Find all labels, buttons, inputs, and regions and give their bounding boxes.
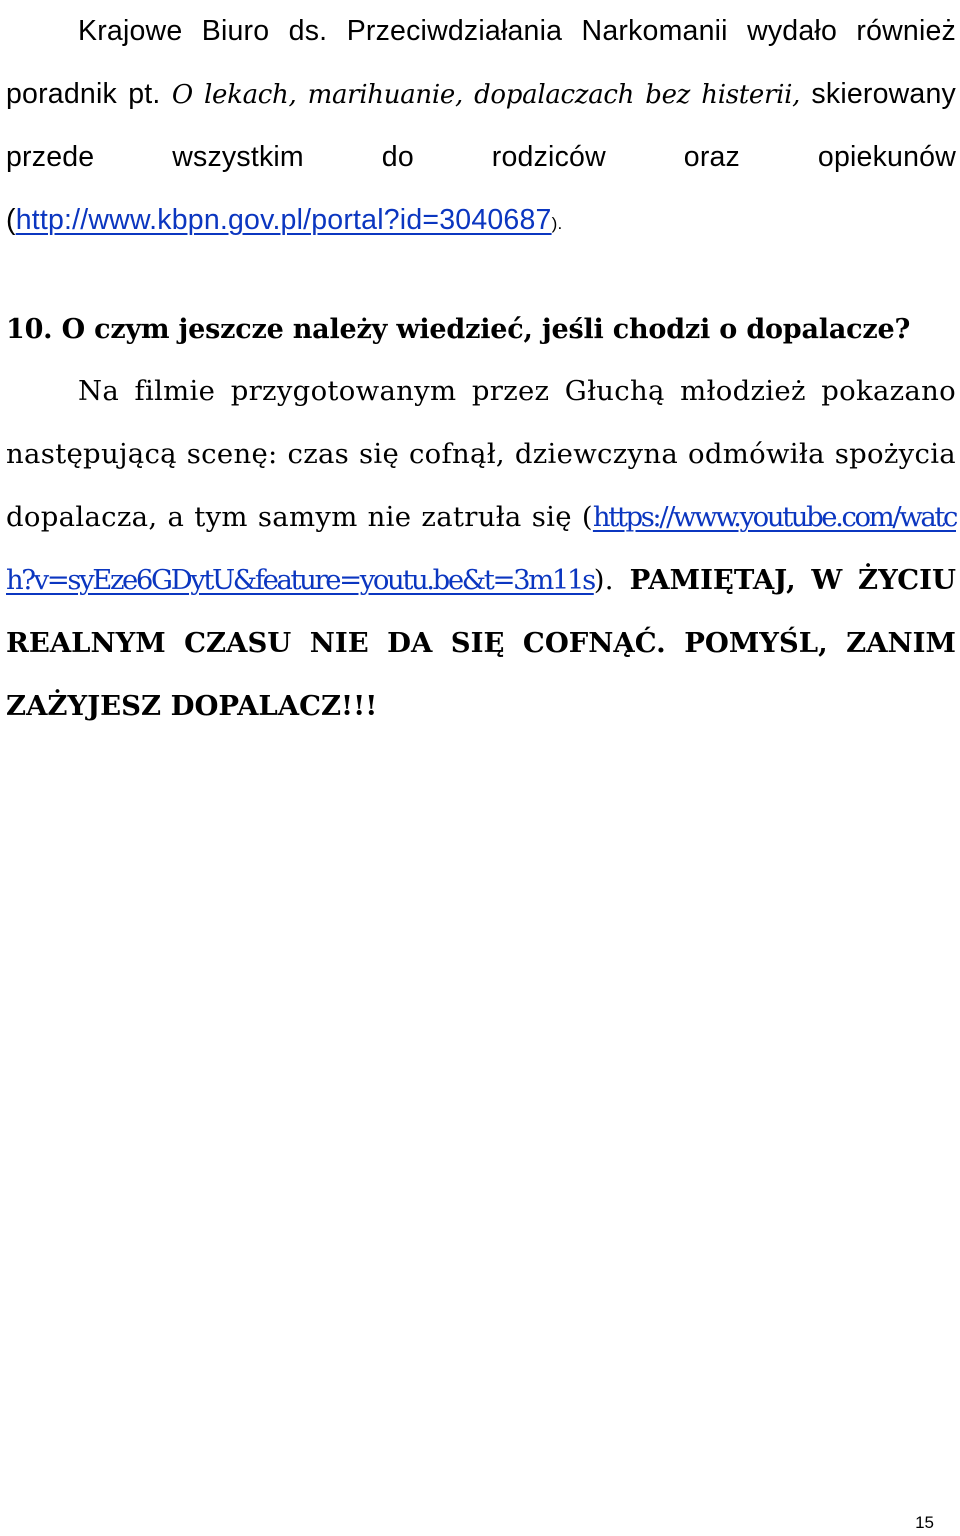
document-page: [6, 0, 956, 722]
guide-title: O lekach, marihuanie, dopalaczach bez histerii,: [171, 79, 801, 110]
paragraph-poradnik: [6, 0, 956, 255]
youtube-link[interactable]: https://www.youtube.com/watch?v=syEze6GDytU&feature=youtu.be&t=3m11s: [6, 501, 956, 596]
paragraph2-text: Na filmie przygotowanym przez Głuchą młodzież pokazano następującą scenę: czas się cofnął, dziewczyna odmówiła spożycia dopalacza, a tym samym nie zatruła się (: [6, 375, 956, 533]
paragraph1-closing: ).: [551, 213, 563, 233]
paragraph-film: [6, 360, 956, 738]
section-heading: 10. O czym jeszcze należy wiedzieć, jeśli chodzi o dopalacze?: [6, 314, 911, 345]
paragraph1-text-after: skierowany przede wszystkim do rodziców oraz opiekunów (: [6, 77, 956, 236]
paragraph1-text-before: Krajowe Biuro ds. Przeciwdziałania Narkomanii wydało również poradnik pt.: [6, 15, 956, 110]
paragraph2-closing: ).: [593, 564, 614, 596]
kbpn-link[interactable]: http://www.kbpn.gov.pl/portal?id=3040687: [15, 203, 552, 236]
page-number: 15: [915, 1513, 934, 1532]
warning-text: PAMIĘTAJ, W ŻYCIU REALNYM CZASU NIE DA SIĘ COFNĄĆ. POMYŚL, ZANIM ZAŻYJESZ DOPALACZ!!!: [6, 564, 956, 722]
